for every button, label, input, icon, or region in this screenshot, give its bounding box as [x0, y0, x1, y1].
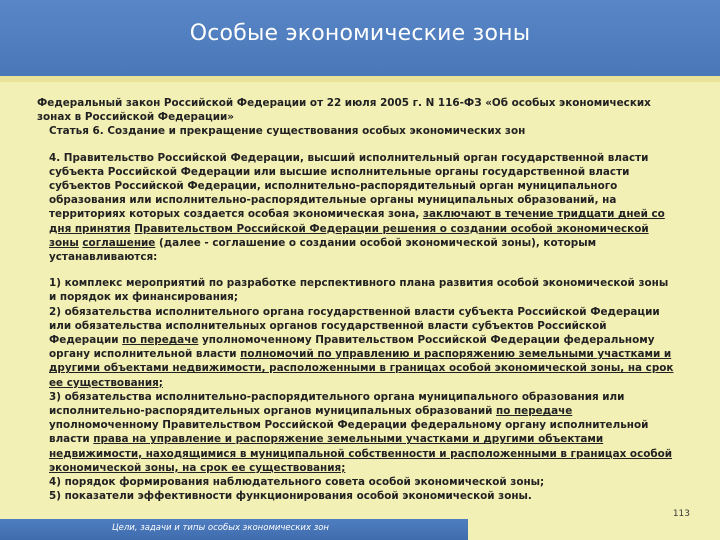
law-title-line1: Федеральный закон Российской Федерации от 22 июля 2005 г. N 116-ФЗ «Об особых экономических: [37, 97, 651, 109]
slide-body: [37, 96, 677, 503]
list-item-3-underlined-2: права на управление и распоряжение земельными участками и другими объектами недвижимости, находящимися в муниципальной собственности и расположенными в границах особой экономической зоны, на срок ее существования;: [49, 433, 673, 474]
paragraph-4: [37, 151, 677, 265]
list-item-3-text-b: уполномоченному Правительством Российской Федерации федеральному органу исполнительной власти: [49, 419, 649, 446]
paragraph-4-underlined-2: Правительством Российской Федерации решения о создании особой экономической зоны: [49, 222, 649, 249]
article-heading: Статья 6. Создание и прекращение существования особых экономических зон: [49, 125, 526, 138]
list-item-3: [37, 390, 677, 475]
law-title: [37, 96, 677, 124]
list-item-2-text-a: 2) обязательства исполнительного органа государственной власти субъекта Российской Федерации или обязательства исполнительных органов государственной власти субъектов Российской Федерации: [49, 305, 660, 347]
list-item-2-underlined-2: полномочий по управлению и распоряжению земельными участками и другими объектами недвижимости, расположенными в границах особой экономической зоны, на срок ее существования;: [49, 348, 674, 389]
slide-title: Особые экономические зоны: [189, 21, 531, 46]
paragraph-4-intro: 4. Правительство Российской Федерации, высший исполнительный орган государственной власти субъекта Российской Федерации или высшие исполнительные органы государственной власти субъектов Российской Федерации, исполнительно-распорядительный орган муниципального образования или исполнительно-распорядительные органы муниципальных образований, на территориях которых создается особая экономическая зона,: [49, 151, 649, 221]
list-item-3-text-a: 3) обязательства исполнительно-распорядительного органа муниципального образования или исполнительно-распорядительных органов муниципальных образований: [49, 390, 625, 418]
list-item-1: 1) комплекс мероприятий по разработке перспективного плана развития особой экономической зоны и порядок их финансирования;: [49, 277, 669, 304]
spacer: [37, 264, 677, 276]
page-number: 113: [672, 509, 690, 519]
paragraph-4-underlined-1: заключают в течение тридцати дней со дня принятия: [49, 208, 665, 235]
list-item-4: 4) порядок формирования наблюдательного совета особой экономической зоны;: [49, 476, 545, 489]
list-item-2-text-b: уполномоченному Правительством Российской Федерации федеральному органу исполнительной власти: [49, 334, 655, 361]
paragraph-4-underlined-3: соглашение: [82, 236, 156, 249]
list-item-5: 5) показатели эффективности функционирования особой экономической зоны.: [49, 490, 532, 503]
title-bar: [0, 0, 720, 76]
footer-section-label: Цели, задачи и типы особых экономических зон: [112, 523, 329, 533]
paragraph-4-tail: (далее - соглашение о создании особой экономической зоны), которым устанавливаются:: [49, 236, 597, 264]
law-title-line2: зонах в Российской Федерации»: [37, 111, 234, 124]
spacer: [37, 139, 677, 151]
footer-bar: [0, 519, 468, 540]
list-item-2-underlined-1: по передаче: [122, 334, 199, 347]
list-item-3-underlined-1: по передаче: [496, 405, 573, 418]
list-item-2: [37, 305, 677, 390]
header-divider: [0, 76, 720, 82]
